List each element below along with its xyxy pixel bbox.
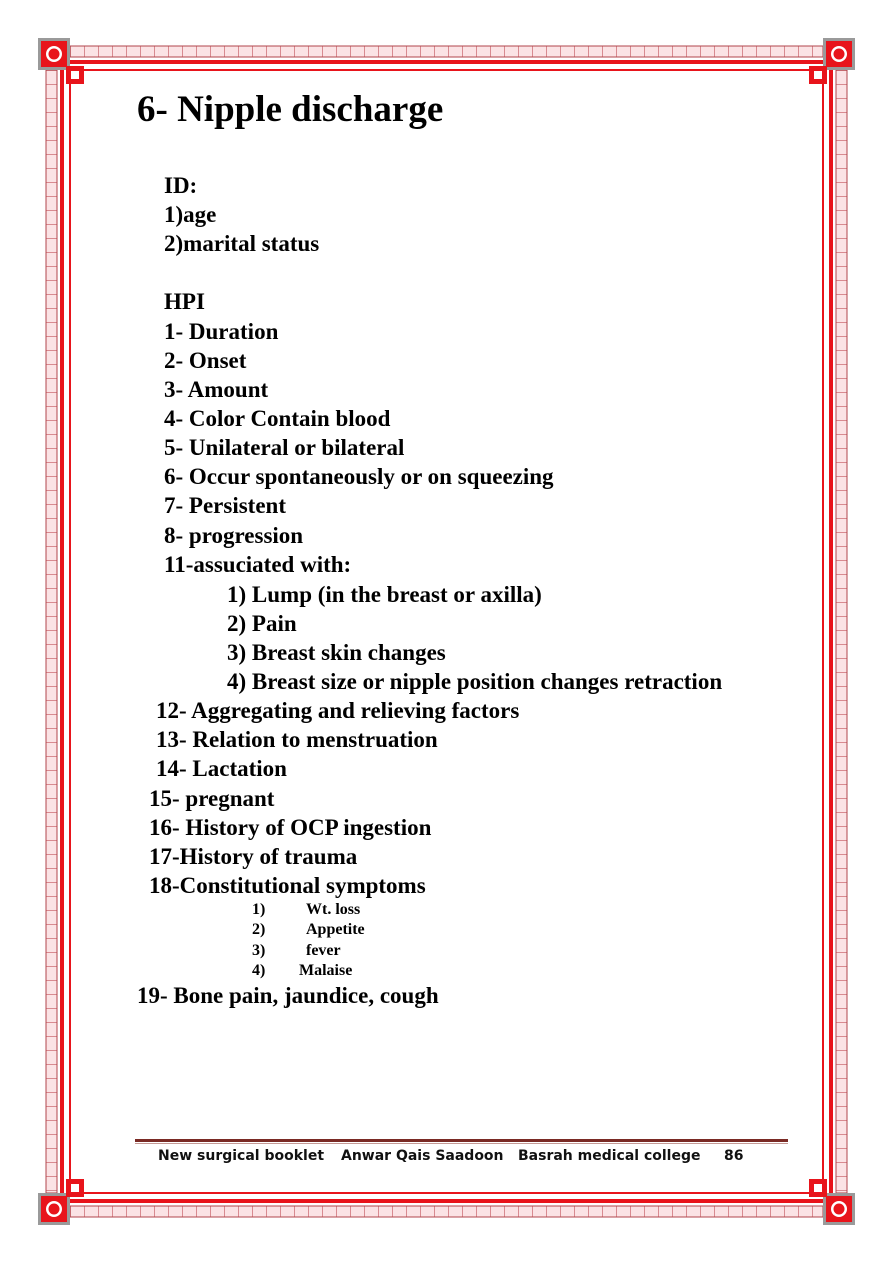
page-title: 6- Nipple discharge <box>137 89 444 130</box>
id-heading: ID: <box>164 173 198 198</box>
footer-author: Anwar Qais Saadoon <box>341 1148 504 1164</box>
id-item: 1)age <box>164 202 217 227</box>
footer-rule <box>135 1139 788 1143</box>
hpi-item: 15- pregnant <box>149 786 275 811</box>
hpi-item: 2- Onset <box>164 348 247 373</box>
constitutional-text: Appetite <box>306 921 365 938</box>
constitutional-item <box>252 920 365 939</box>
hpi-item: 4- Color Contain blood <box>164 406 391 431</box>
hpi-item: 18-Constitutional symptoms <box>149 873 426 898</box>
hpi-item: 14- Lactation <box>156 756 287 781</box>
constitutional-text: Malaise <box>299 962 353 979</box>
hpi-item: 8- progression <box>164 523 304 548</box>
constitutional-item <box>252 961 352 980</box>
hpi-item: 1- Duration <box>164 319 279 344</box>
hpi-item: 5- Unilateral or bilateral <box>164 435 405 460</box>
hpi-item: 16- History of OCP ingestion <box>149 815 432 840</box>
footer-page-number: 86 <box>724 1148 744 1164</box>
hpi-item: 6- Occur spontaneously or on squeezing <box>164 464 554 489</box>
constitutional-item <box>252 900 360 919</box>
associated-item: 4) Breast size or nipple position changes retraction <box>227 669 723 694</box>
constitutional-text: Wt. loss <box>306 901 361 918</box>
hpi-item: 13- Relation to menstruation <box>156 727 438 752</box>
hpi-item: 17-History of trauma <box>149 844 358 869</box>
constitutional-num: 2) <box>252 921 266 938</box>
hpi-item: 12- Aggregating and relieving factors <box>156 698 520 723</box>
constitutional-num: 3) <box>252 942 266 959</box>
id-item: 2)marital status <box>164 231 320 256</box>
footer-college: Basrah medical college <box>518 1148 701 1164</box>
hpi-item: 19- Bone pain, jaundice, cough <box>137 983 439 1008</box>
associated-item: 3) Breast skin changes <box>227 640 446 665</box>
hpi-item: 3- Amount <box>164 377 269 402</box>
associated-item: 2) Pain <box>227 611 297 636</box>
hpi-item: 11-assuciated with: <box>164 552 352 577</box>
hpi-item: 7- Persistent <box>164 493 286 518</box>
constitutional-item <box>252 941 341 960</box>
constitutional-num: 4) <box>252 962 266 979</box>
hpi-heading: HPI <box>164 289 205 314</box>
footer-booklet: New surgical booklet <box>158 1148 325 1164</box>
constitutional-num: 1) <box>252 901 266 918</box>
associated-item: 1) Lump (in the breast or axilla) <box>227 582 542 607</box>
constitutional-text: fever <box>306 942 341 959</box>
